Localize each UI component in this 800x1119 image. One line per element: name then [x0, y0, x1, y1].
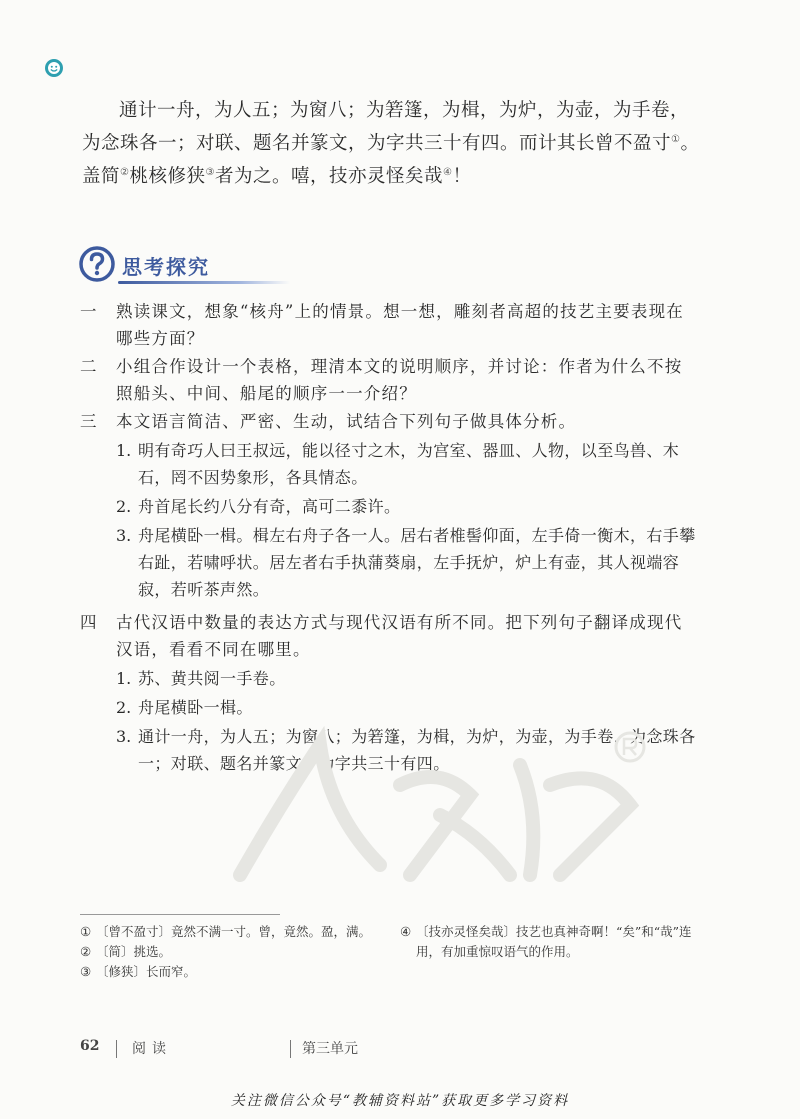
footnote-item: ② 〔简〕挑选。 — [80, 944, 172, 959]
question-3 — [80, 408, 700, 435]
footer-separator — [116, 1040, 117, 1058]
question-list — [80, 298, 700, 783]
question-number: 二 — [80, 357, 97, 376]
question-text: 本文语言简洁、严密、生动，试结合下列句子做具体分析。 — [116, 412, 577, 431]
list-item: 3. 舟尾横卧一楫。楫左右舟子各一人。居右者椎髻仰面，左手倚一衡木，右手攀右趾，若啸呼状。居左者右手执蒲葵扇，左手抚炉，炉上有壶，其人视端容寂，若听茶声然。 — [116, 526, 696, 599]
question-4-sentences — [116, 665, 700, 777]
question-text: 古代汉语中数量的表达方式与现代汉语有所不同。把下列句子翻译成现代汉语，看看不同在哪里。 — [116, 613, 683, 659]
question-text: 小组合作设计一个表格，理清本文的说明顺序，并讨论：作者为什么不按照船头、中间、船尾的顺序一一介绍？ — [116, 357, 683, 403]
list-item: 1. 苏、黄共阅一手卷。 — [116, 669, 286, 688]
question-number: 三 — [80, 412, 97, 431]
footnote-ref[interactable]: ④ — [442, 167, 453, 179]
footnotes — [400, 922, 700, 962]
footnote-ref[interactable]: ② — [120, 167, 130, 179]
footnote-ref[interactable]: ③ — [205, 167, 215, 179]
question-number: 一 — [80, 302, 97, 321]
page-footer — [80, 1038, 700, 1060]
footnote-item: ④ 〔技亦灵怪矣哉〕技艺也真神奇啊！“矣”和“哉”连用，有加重惊叹语气的作用。 — [400, 924, 692, 959]
footer-section: 阅读 — [132, 1041, 172, 1057]
question-text: 熟读课文，想象“核舟”上的情景。想一想，雕刻者高超的技艺主要表现在哪些方面？ — [116, 302, 684, 348]
list-item: 1. 明有奇巧人曰王叔远，能以径寸之木，为宫室、器皿、人物，以至鸟兽、木石，罔不因势象形，各具情态。 — [116, 441, 680, 487]
footnotes — [80, 922, 380, 982]
footnote-item: ① 〔曾不盈寸〕竟然不满一寸。曾，竟然。盈，满。 — [80, 924, 372, 939]
passage-paragraph: 通计一舟，为人五；为窗八；为箬篷，为楫，为炉，为壶，为手卷，为念珠各一；对联、题名并篆文，为字共三十有四。而计其长曾不盈寸①。盖简②桃核修狭③者为之。嘻，技亦灵怪矣哉④！ — [82, 100, 700, 188]
footer-separator — [290, 1040, 291, 1058]
passage-text — [82, 96, 702, 191]
question-4 — [80, 609, 700, 663]
footnote-divider — [80, 914, 280, 915]
list-item: 3. 通计一舟，为人五；为窗八；为箬篷，为楫，为炉，为壶，为手卷，为念珠各一；对联、题名并篆文，为字共三十有四。 — [116, 727, 696, 773]
bottom-banner: 关注微信公众号“教辅资料站”获取更多学习资料 — [230, 1093, 570, 1109]
section-title: 思考探究 — [122, 255, 210, 279]
page-number: 62 — [80, 1038, 100, 1054]
question-number: 四 — [80, 613, 97, 632]
footer-unit: 第三单元 — [302, 1041, 358, 1057]
footnote-ref[interactable]: ① — [671, 134, 681, 145]
question-1 — [80, 298, 700, 352]
section-header — [78, 245, 278, 291]
question-3-sentences — [116, 437, 700, 603]
title-underline — [118, 281, 290, 284]
question-2 — [80, 353, 700, 407]
smiley-icon — [44, 58, 64, 78]
list-item: 2. 舟尾横卧一楫。 — [116, 698, 253, 717]
question-icon — [78, 245, 116, 283]
footnote-item: ③ 〔修狭〕长而窄。 — [80, 964, 197, 979]
list-item: 2. 舟首尾长约八分有奇，高可二黍许。 — [116, 497, 401, 516]
